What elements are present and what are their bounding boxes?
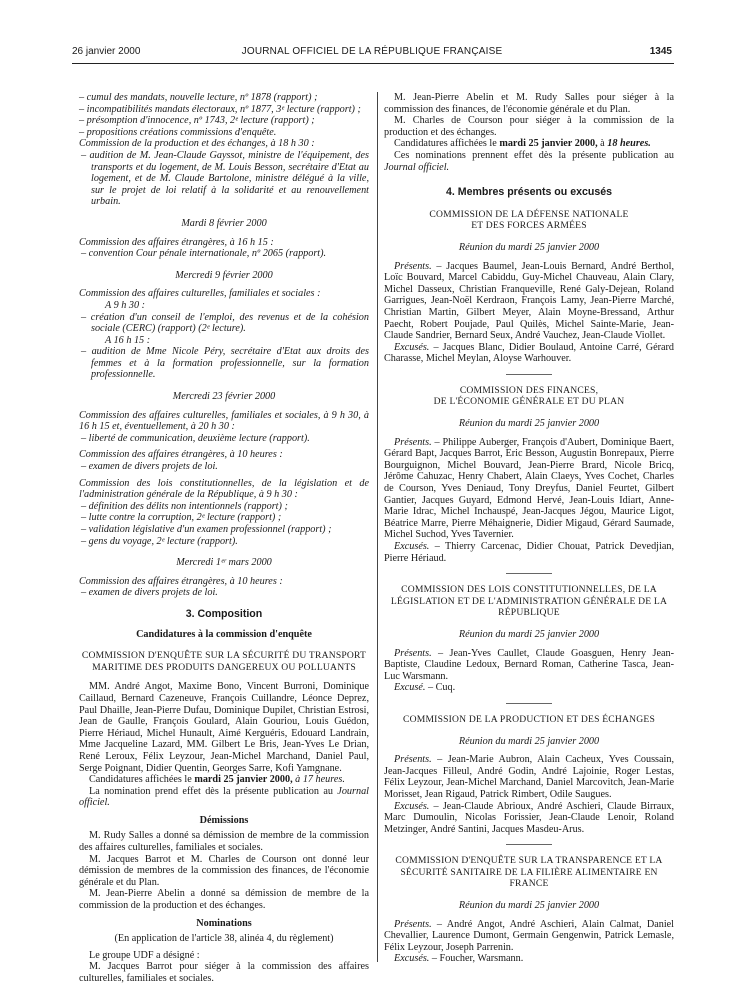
meeting-date: Réunion du mardi 25 janvier 2000 <box>458 735 600 747</box>
present-label: Présents. <box>394 918 432 930</box>
notice-text: à <box>597 138 608 150</box>
notice-time: à 17 heures. <box>292 774 345 786</box>
excused-names: – Cuq. <box>425 682 456 694</box>
attendance-present <box>384 437 674 541</box>
commission-heading: Commission des affaires étrangères, à 10 heures : <box>79 575 283 587</box>
nomination-paragraph: M. Jean-Pierre Abelin et M. Rudy Salles pour siéger à la commission des finances, de l'économie générale et du Plan. <box>384 92 674 115</box>
agenda-item: – création d'un conseil de l'emploi, des revenus et de la cohésion sociale (CERC) (rapport) (2ᵉ lecture). <box>81 311 369 335</box>
section-heading: 4. Membres présents ou excusés <box>445 186 613 199</box>
commission-title: COMMISSION DE LA DÉFENSE NATIONALE ET DES FORCES ARMÉES <box>429 208 629 232</box>
excused-label: Excusés. <box>394 541 430 552</box>
date-heading: Mardi 8 février 2000 <box>181 217 267 229</box>
date-heading: Mercredi 23 février 2000 <box>172 391 276 403</box>
present-names: – Jean-Marie Aubron, Alain Cacheux, Yves Coussain, Jean-Jacques Filleul, André Godin, André Lajoinie, Roger Lestas, Félix Leyzour, Jean-Michel Marchand, Daniel Marcovitch, Jean-Marie Morisset, Jean Rigaud, Patrick Rimbert, Odile Saugues. <box>384 754 674 800</box>
column-divider <box>377 92 378 962</box>
subsection-heading: Candidatures à la commission d'enquête <box>136 628 312 640</box>
notice-date: mardi 25 janvier 2000, <box>194 774 293 786</box>
attendance-excused <box>384 801 674 836</box>
agenda-item: – convention Cour pénale internationale, nº 2065 (rapport). <box>81 248 327 260</box>
commission-heading: Commission des lois constitutionnelles, de la législation et de l'administration générale de la République, à 9 h 30 : <box>79 477 369 501</box>
commission-heading: Commission des affaires étrangères, à 10 heures : <box>79 449 283 461</box>
present-label: Présents. <box>394 260 432 272</box>
attendance-excused <box>384 541 674 564</box>
attendance-present <box>384 754 674 800</box>
nomination-paragraph: M. Charles de Courson pour siéger à la commission de la production et des échanges. <box>384 115 674 138</box>
notice-text: Ces nominations prennent effet dès la présente publication au <box>394 149 674 161</box>
separator <box>506 573 552 574</box>
agenda-item: – incompatibilités mandats électoraux, nº 1877, 3ᵉ lecture (rapport) ; <box>79 103 361 115</box>
meeting-date: Réunion du mardi 25 janvier 2000 <box>458 241 600 253</box>
resignation-paragraph: M. Rudy Salles a donné sa démission de membre de la commission des affaires culturelles, familiales et sociales. <box>79 830 369 854</box>
present-label: Présents. <box>394 436 432 448</box>
attendance-present <box>384 648 674 683</box>
attendance-excused <box>384 953 674 965</box>
commission-title: COMMISSION DES LOIS CONSTITUTIONNELLES, DE LA LÉGISLATION ET DE L'ADMINISTRATION GÉNÉRALE DE LA RÉPUBLIQUE <box>390 584 668 619</box>
commission-heading: Commission des affaires culturelles, familiales et sociales : <box>79 288 321 300</box>
present-names: – Jean-Yves Caullet, Claude Goasguen, Henry Jean-Baptiste, Claudine Ledoux, Bernard Roman, Catherine Tasca, Jean-Luc Warsmann. <box>384 647 674 682</box>
notice-text: Candidatures affichées le <box>394 138 500 150</box>
agenda-item: – cumul des mandats, nouvelle lecture, nº 1878 (rapport) ; <box>79 92 318 103</box>
resignation-paragraph: M. Jean-Pierre Abelin a donné sa démission de membre de la commission de la production et des échanges. <box>79 888 369 912</box>
excused-label: Excusés. <box>394 341 430 353</box>
left-column <box>79 92 369 985</box>
separator <box>506 844 552 845</box>
time-label: A 16 h 15 : <box>105 334 151 346</box>
header-date: 26 janvier 2000 <box>72 46 141 57</box>
meeting-date: Réunion du mardi 25 janvier 2000 <box>458 900 600 912</box>
agenda-item: – liberté de communication, deuxième lecture (rapport). <box>81 432 310 444</box>
time-label: A 9 h 30 : <box>105 299 145 311</box>
agenda-item: – validation législative d'un examen professionnel (rapport) ; <box>81 524 332 535</box>
present-label: Présents. <box>394 647 432 659</box>
agenda-item: – audition de Mme Nicole Péry, secrétaire d'Etat aux droits des femmes et à la formation professionnelle, sur la formation professionnelle. <box>81 346 369 381</box>
agenda-item: – définition des délits non intentionnels (rapport) ; <box>81 500 288 512</box>
subsection-heading: Démissions <box>199 814 249 826</box>
separator <box>506 374 552 375</box>
section-heading: 3. Composition <box>185 607 263 620</box>
agenda-item: – lutte contre la corruption, 2ᵉ lecture (rapport) ; <box>81 512 282 524</box>
header-page-number: 1345 <box>649 46 672 57</box>
page-header <box>72 46 672 60</box>
agenda-item: – gens du voyage, 2ᵉ lecture (rapport). <box>81 535 238 547</box>
commission-heading: Commission de la production et des échanges, à 18 h 30 : <box>79 138 315 150</box>
nomination-paragraph: Le groupe UDF a désigné : <box>89 949 200 961</box>
member-list: MM. André Angot, Maxime Bono, Vincent Burroni, Dominique Caillaud, Bernard Cazeneuve, François Cuillandre, Léonce Deprez, Paul Dhaille, Jean-Pierre Dufau, Dominique Dupilet, Christian Estrosi, Jean de Gaulle, François Goulard, Alain Gouriou, Louis Guédon, Pierre Hériaud, Michel Hunault, Aimé Kerguéris, Edouard Landrain, Mme Jacqueline Lazard, MM. Gilbert Le Bris, Jean-Yves Le Drian, René Leroux, Félix Leyzour, Jean-Michel Marchand, Daniel Paul, Serge Poignant, Didier Quentin, Georges Sarre, Kofi Yamgnane. <box>79 681 369 774</box>
notice-date: mardi 25 janvier 2000, <box>499 138 598 150</box>
journal-ref: Journal officiel. <box>384 161 450 173</box>
commission-heading: Commission des affaires culturelles, familiales et sociales, à 9 h 30, à 16 h 15 et, éventuellement, à 20 h 30 : <box>79 409 369 433</box>
commission-title: COMMISSION DE LA PRODUCTION ET DES ÉCHANGES <box>402 713 655 725</box>
effect-notice <box>79 786 369 809</box>
header-rule <box>72 63 674 64</box>
agenda-item: – examen de divers projets de loi. <box>81 587 218 599</box>
present-names: – André Angot, André Aschieri, Alain Calmat, Daniel Chevallier, Laurence Dumont, Germain Gengenwin, Patrick Lemasle, Félix Leyzour, Joseph Parrenin. <box>384 918 674 953</box>
date-heading: Mercredi 9 février 2000 <box>175 269 273 281</box>
agenda-item: – audition de M. Jean-Claude Gayssot, ministre de l'équipement, des transports et du logement, de M. Louis Besson, secrétaire d'Etat au logement, et de M. Claude Bartolone, ministre délégué à la ville, sur le projet de loi relatif à la solidarité et au renouvellement urbain. <box>81 149 369 208</box>
excused-names: – Jean-Claude Abrioux, André Aschieri, Claude Birraux, Marc Dumoulin, Nicolas Forissier, Jean-Claude Lenoir, Roland Metzinger, André Santini, Jacques Masdeu-Arus. <box>384 800 674 835</box>
commission-heading: Commission des affaires étrangères, à 16 h 15 : <box>79 236 274 248</box>
excused-label: Excusés. <box>394 800 430 812</box>
excused-names: – Jacques Blanc, Didier Boulaud, Antoine Carré, Gérard Charasse, Michel Meylan, Aloyse Warhouver. <box>384 341 674 365</box>
agenda-item: – examen de divers projets de loi. <box>81 461 218 473</box>
right-column <box>384 92 674 965</box>
agenda-item: – propositions créations commissions d'enquête. <box>79 126 277 138</box>
excused-names: – Thierry Carcenac, Didier Chouat, Patrick Devedjian, Pierre Hériaud. <box>384 541 674 564</box>
display-notice <box>79 774 369 786</box>
journal-ref: Journal officiel. <box>79 785 369 809</box>
commission-title: COMMISSION D'ENQUÊTE SUR LA TRANSPARENCE ET LA SÉCURITÉ SANITAIRE DE LA FILIÈRE ALIMENTAIRE EN FRANCE <box>395 855 663 890</box>
header-title: JOURNAL OFFICIEL DE LA RÉPUBLIQUE FRANÇAISE <box>241 46 503 57</box>
excused-label: Excusé. <box>394 682 426 694</box>
excused-label: Excusés. <box>394 953 430 965</box>
date-heading: Mercredi 1ᵉʳ mars 2000 <box>176 557 272 569</box>
meeting-date: Réunion du mardi 25 janvier 2000 <box>458 628 600 640</box>
attendance-present <box>384 919 674 954</box>
effect-notice <box>384 150 674 173</box>
regulation-note: (En application de l'article 38, alinéa 4, du règlement) <box>114 933 334 945</box>
display-notice <box>384 138 674 150</box>
agenda-item: – présomption d'innocence, nº 1743, 2ᵉ lecture (rapport) ; <box>79 115 315 127</box>
commission-title: COMMISSION D'ENQUÊTE SUR LA SÉCURITÉ DU TRANSPORT MARITIME DES PRODUITS DANGEREUX OU POLLUANTS <box>81 650 367 673</box>
notice-time: 18 heures. <box>607 138 651 150</box>
present-names: – Jacques Baumel, Jean-Louis Bernard, André Berthol, Loïc Bouvard, Marcel Cabiddu, Guy-Michel Chauveau, Alain Clary, Michel Dasseux, Christian Franqueville, René Galy-Dejean, Roland Garrigues, Jean-Noël Kerdraon, François Lamy, Jean-Pierre Marché, Christian Martin, Gilbert Meyer, Alain Moyne-Bressand, Arthur Paecht, Robert Poujade, Paul Quilès, Michel Sainte-Marie, Jean-Claude Sandrier, Bernard Seux, André Vauchez, Jean-Claude Viollet. <box>384 260 674 342</box>
nomination-paragraph: M. Jacques Barrot pour siéger à la commission des affaires culturelles, familiales et sociales. <box>79 961 369 984</box>
notice-text: La nomination prend effet dès la présente publication au <box>89 785 338 797</box>
present-names: – Philippe Auberger, François d'Aubert, Dominique Baert, Gérard Bapt, Jacques Barrot, Eric Besson, Augustin Bonrepaux, Pierre Bourguignon, Michel Bouvard, Jean-Pierre Brard, Nicole Bricq, Jérôme Cahuzac, Henry Chabert, Alain Claeys, Yves Cochet, Charles de Courson, Yves Deniaud, Tony Dreyfus, Daniel Feurtet, Gilbert Gantier, Jacques Guyard, Edmond Hervé, Jean-Louis Idiart, Anne-Marie Idrac, Michel Inchauspé, Jean-Jacques Jégou, Maurice Ligot, Béatrice Marre, Pierre Méhaignerie, Didier Migaud, Gérard Saumade, Michel Suchod, Yves Tavernier. <box>384 436 674 541</box>
attendance-excused <box>384 342 674 365</box>
excused-names: – Foucher, Warsmann. <box>429 953 524 965</box>
notice-text: Candidatures affichées le <box>89 774 195 786</box>
subsection-heading: Nominations <box>196 917 252 929</box>
attendance-excused <box>384 682 674 694</box>
resignation-paragraph: M. Jacques Barrot et M. Charles de Courson ont donné leur démission de membres de la commission des finances, de l'économie générale et du Plan. <box>79 853 369 888</box>
attendance-present <box>384 261 674 342</box>
separator <box>506 703 552 704</box>
meeting-date: Réunion du mardi 25 janvier 2000 <box>458 418 600 430</box>
present-label: Présents. <box>394 754 432 766</box>
commission-title: COMMISSION DES FINANCES, DE L'ÉCONOMIE GÉNÉRALE ET DU PLAN <box>433 384 625 408</box>
